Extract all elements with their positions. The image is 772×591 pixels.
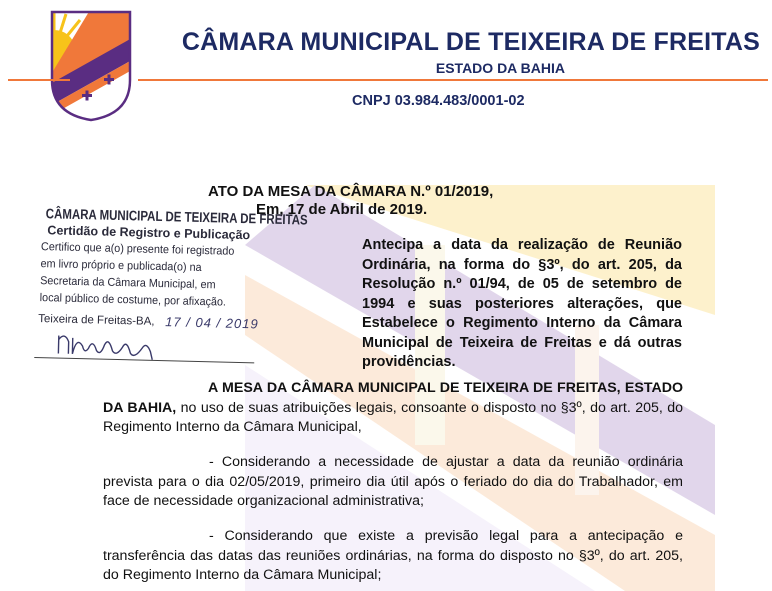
stamp-date-label: Teixeira de Freitas-BA, bbox=[38, 313, 155, 328]
registration-stamp bbox=[34, 205, 308, 371]
page-title: CÂMARA MUNICIPAL DE TEIXEIRA DE FREITAS bbox=[181, 28, 760, 56]
cnpj-number: CNPJ 03.984.483/0001-02 bbox=[352, 93, 525, 109]
stamp-line: Certifico que a(o) presente foi registrado bbox=[40, 241, 235, 258]
stamp-heading: Certidão de Registro e Publicação bbox=[47, 223, 251, 243]
body-paragraph-text: no uso de suas atribuições legais, consoante o disposto no §3º, do art. 205, do Regimento Interno da Câmara Municipal, bbox=[103, 399, 683, 435]
body-paragraph: - Considerando que existe a previsão legal para a antecipação e transferência das datas das reuniões ordinárias, na forma do disposto no §3º, do art. 205, do Regimento Interno da Câmara Municipal; bbox=[103, 528, 683, 583]
page-subtitle: ESTADO DA BAHIA bbox=[435, 60, 565, 76]
header-divider bbox=[138, 79, 768, 81]
body-paragraph bbox=[103, 379, 683, 438]
header-divider-left bbox=[8, 79, 70, 81]
stamp-line: Secretaria da Câmara Municipal, em bbox=[39, 275, 216, 292]
body-paragraph-lead: A MESA DA CÂMARA MUNICIPAL DE TEIXEIRA DE FREITAS, ESTADO DA BAHIA, bbox=[103, 380, 683, 416]
body-paragraph: - Considerando a necessidade de ajustar a data da reunião ordinária prevista para o dia 02/05/2019, primeiro dia útil após o feriado do dia do Trabalhador, em face de necessidade organizacional administrativa; bbox=[103, 454, 683, 509]
act-date: Em, 17 de Abril de 2019. bbox=[256, 201, 428, 218]
act-summary: Antecipa a data da realização de Reunião Ordinária, na forma do §3º, do art. 205, da Resolução n.º 01/94, de 05 de setembro de 1994 e suas posteriores alterações, que Estabelece o Regimento Interno da Câmara Municipal de Teixeira de Freitas e dá outras providências. bbox=[362, 237, 682, 370]
stamp-line: em livro próprio e publicada(o) na bbox=[40, 258, 202, 275]
act-title: ATO DA MESA DA CÂMARA N.º 01/2019, bbox=[208, 183, 494, 200]
stamp-line: local público de costume, por afixação. bbox=[39, 292, 227, 309]
municipal-crest-icon bbox=[50, 10, 132, 122]
stamp-organization: CÂMARA MUNICIPAL DE TEIXEIRA DE FREITAS bbox=[45, 205, 308, 228]
stamp-date-value: 17 / 04 / 2019 bbox=[165, 314, 259, 332]
